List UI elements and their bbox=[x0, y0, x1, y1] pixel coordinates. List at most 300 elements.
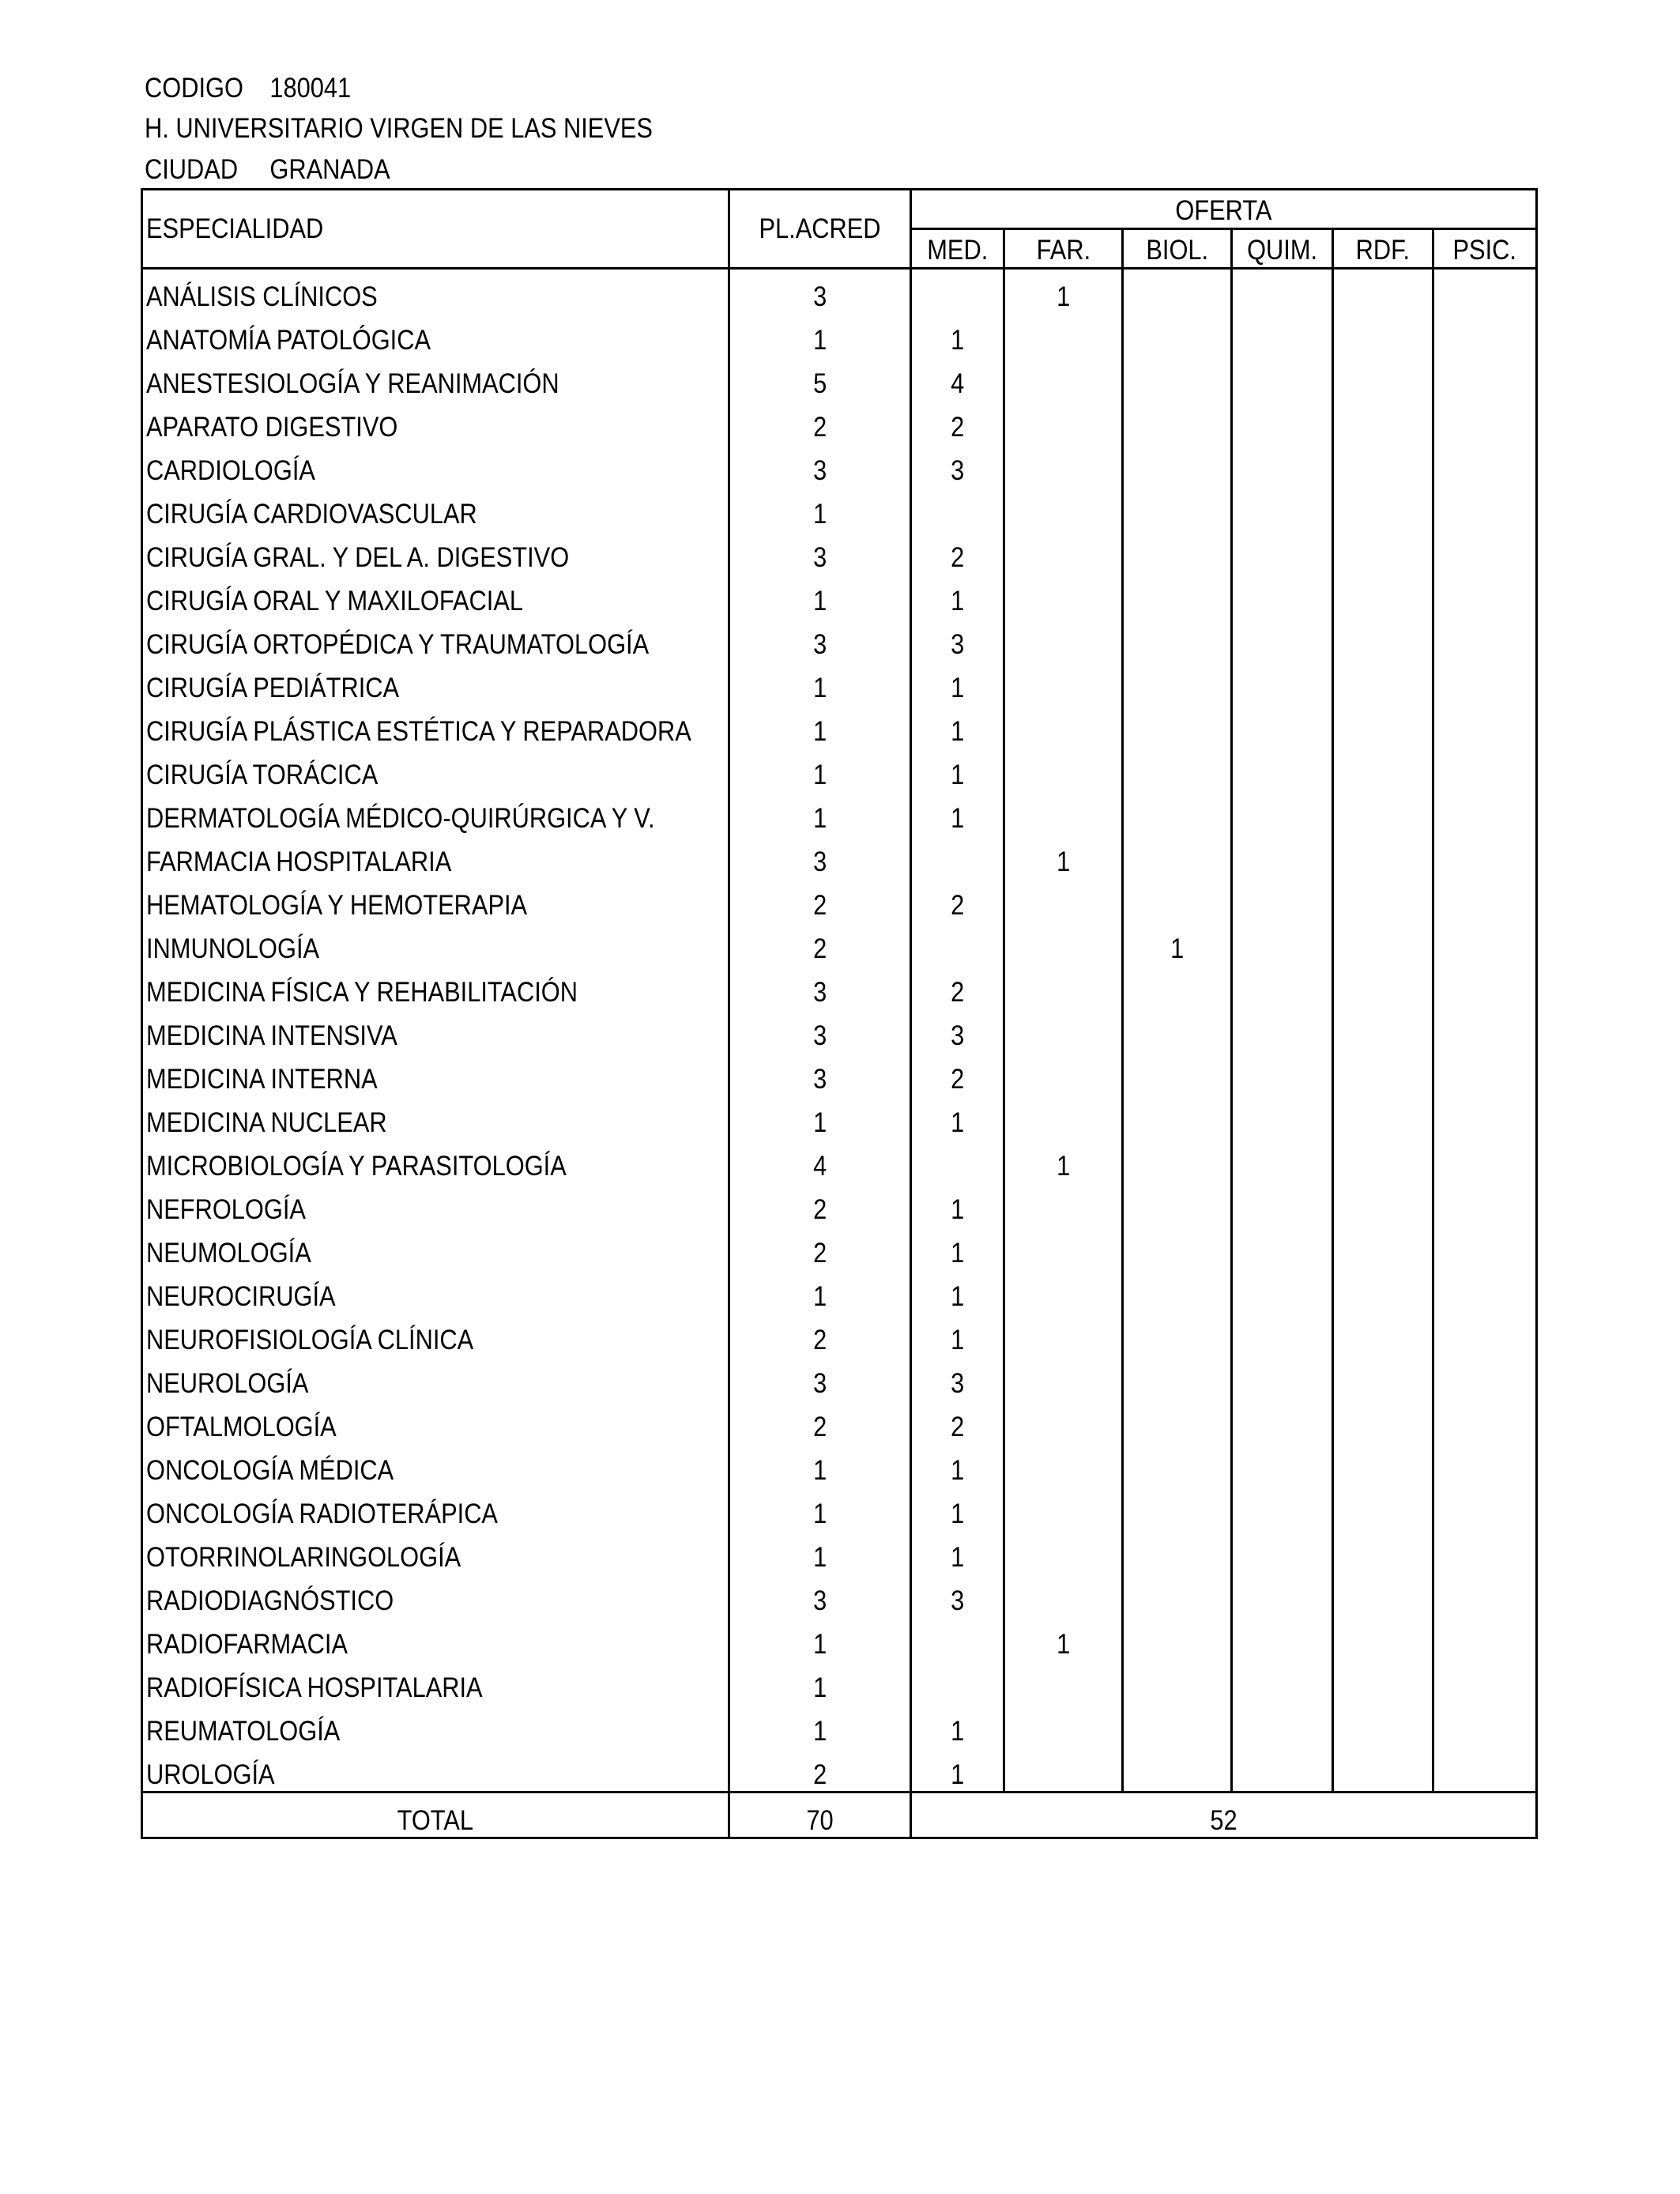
table-row bbox=[142, 1747, 1537, 1793]
cell-biol bbox=[1123, 487, 1232, 530]
specialties-table bbox=[141, 188, 1538, 1839]
cell-quim bbox=[1232, 617, 1333, 661]
cell-psic bbox=[1433, 313, 1537, 356]
cell-quim bbox=[1232, 487, 1333, 530]
cell-acred: 3 bbox=[729, 1052, 911, 1095]
specialty-name: NEUMOLOGÍA bbox=[142, 1226, 729, 1269]
col-header-oferta: OFERTA bbox=[911, 190, 1537, 229]
cell-rdf bbox=[1333, 965, 1433, 1008]
specialty-name: CIRUGÍA ORTOPÉDICA Y TRAUMATOLOGÍA bbox=[142, 617, 729, 661]
table-row bbox=[142, 1487, 1537, 1530]
cell-far bbox=[1004, 400, 1123, 443]
table-row bbox=[142, 1704, 1537, 1747]
cell-quim bbox=[1232, 574, 1333, 617]
cell-acred: 1 bbox=[729, 1704, 911, 1747]
cell-biol bbox=[1123, 1400, 1232, 1443]
cell-biol: 1 bbox=[1123, 922, 1232, 965]
table-row bbox=[142, 1443, 1537, 1487]
cell-rdf bbox=[1333, 791, 1433, 835]
cell-rdf bbox=[1333, 617, 1433, 661]
cell-acred: 2 bbox=[729, 922, 911, 965]
cell-rdf bbox=[1333, 269, 1433, 314]
cell-med: 1 bbox=[911, 1747, 1004, 1793]
cell-far bbox=[1004, 1443, 1123, 1487]
table-row bbox=[142, 487, 1537, 530]
cell-quim bbox=[1232, 922, 1333, 965]
cell-psic bbox=[1433, 1530, 1537, 1574]
specialty-name: APARATO DIGESTIVO bbox=[142, 400, 729, 443]
cell-far bbox=[1004, 965, 1123, 1008]
cell-far bbox=[1004, 748, 1123, 791]
code-value: 180041 bbox=[269, 73, 352, 104]
cell-biol bbox=[1123, 574, 1232, 617]
cell-quim bbox=[1232, 791, 1333, 835]
cell-quim bbox=[1232, 1226, 1333, 1269]
cell-biol bbox=[1123, 1095, 1232, 1139]
cell-acred: 1 bbox=[729, 1443, 911, 1487]
col-header-psic: PSIC. bbox=[1433, 229, 1537, 269]
cell-rdf bbox=[1333, 922, 1433, 965]
cell-biol bbox=[1123, 1182, 1232, 1226]
cell-biol bbox=[1123, 1704, 1232, 1747]
table-row bbox=[142, 1139, 1537, 1182]
cell-quim bbox=[1232, 1139, 1333, 1182]
table-row bbox=[142, 1356, 1537, 1400]
cell-quim bbox=[1232, 704, 1333, 748]
cell-med: 3 bbox=[911, 1356, 1004, 1400]
table-row bbox=[142, 269, 1537, 314]
cell-rdf bbox=[1333, 704, 1433, 748]
cell-psic bbox=[1433, 878, 1537, 922]
cell-psic bbox=[1433, 1400, 1537, 1443]
cell-far bbox=[1004, 661, 1123, 704]
cell-quim bbox=[1232, 313, 1333, 356]
specialty-name: MEDICINA INTERNA bbox=[142, 1052, 729, 1095]
cell-far bbox=[1004, 617, 1123, 661]
cell-biol bbox=[1123, 313, 1232, 356]
cell-acred: 3 bbox=[729, 1574, 911, 1617]
cell-quim bbox=[1232, 835, 1333, 878]
cell-far bbox=[1004, 574, 1123, 617]
cell-med: 1 bbox=[911, 1182, 1004, 1226]
hospital-name: H. UNIVERSITARIO VIRGEN DE LAS NIEVES bbox=[145, 113, 653, 144]
cell-psic bbox=[1433, 1443, 1537, 1487]
cell-biol bbox=[1123, 269, 1232, 314]
cell-biol bbox=[1123, 878, 1232, 922]
cell-quim bbox=[1232, 356, 1333, 400]
table-row bbox=[142, 922, 1537, 965]
cell-rdf bbox=[1333, 1008, 1433, 1052]
cell-rdf bbox=[1333, 1182, 1433, 1226]
cell-acred: 2 bbox=[729, 1400, 911, 1443]
cell-rdf bbox=[1333, 530, 1433, 574]
cell-acred: 2 bbox=[729, 878, 911, 922]
cell-rdf bbox=[1333, 1661, 1433, 1704]
cell-biol bbox=[1123, 1356, 1232, 1400]
cell-quim bbox=[1232, 1747, 1333, 1793]
specialty-name: MICROBIOLOGÍA Y PARASITOLOGÍA bbox=[142, 1139, 729, 1182]
cell-rdf bbox=[1333, 1313, 1433, 1356]
table-row bbox=[142, 574, 1537, 617]
col-header-biol: BIOL. bbox=[1123, 229, 1232, 269]
cell-med: 1 bbox=[911, 748, 1004, 791]
cell-med: 1 bbox=[911, 313, 1004, 356]
cell-acred: 3 bbox=[729, 1356, 911, 1400]
cell-quim bbox=[1232, 1487, 1333, 1530]
cell-med bbox=[911, 1617, 1004, 1661]
cell-far: 1 bbox=[1004, 269, 1123, 314]
specialty-name: RADIOFARMACIA bbox=[142, 1617, 729, 1661]
cell-quim bbox=[1232, 1052, 1333, 1095]
cell-biol bbox=[1123, 1487, 1232, 1530]
cell-rdf bbox=[1333, 1226, 1433, 1269]
cell-psic bbox=[1433, 487, 1537, 530]
cell-med: 2 bbox=[911, 400, 1004, 443]
city-label: CIUDAD bbox=[145, 154, 239, 185]
cell-med: 4 bbox=[911, 356, 1004, 400]
total-row bbox=[142, 1793, 1537, 1838]
cell-rdf bbox=[1333, 1400, 1433, 1443]
cell-psic bbox=[1433, 661, 1537, 704]
cell-med: 1 bbox=[911, 574, 1004, 617]
cell-rdf bbox=[1333, 443, 1433, 487]
cell-quim bbox=[1232, 1617, 1333, 1661]
cell-far bbox=[1004, 1226, 1123, 1269]
cell-med bbox=[911, 269, 1004, 314]
cell-psic bbox=[1433, 1313, 1537, 1356]
table-row bbox=[142, 1095, 1537, 1139]
cell-med: 1 bbox=[911, 1487, 1004, 1530]
table-row bbox=[142, 878, 1537, 922]
specialty-name: OFTALMOLOGÍA bbox=[142, 1400, 729, 1443]
cell-acred: 1 bbox=[729, 1269, 911, 1313]
table-body bbox=[142, 269, 1537, 1793]
cell-biol bbox=[1123, 1661, 1232, 1704]
specialty-name: CIRUGÍA PLÁSTICA ESTÉTICA Y REPARADORA bbox=[142, 704, 729, 748]
specialty-name: NEUROFISIOLOGÍA CLÍNICA bbox=[142, 1313, 729, 1356]
cell-far bbox=[1004, 1095, 1123, 1139]
table-row bbox=[142, 748, 1537, 791]
cell-med: 1 bbox=[911, 1313, 1004, 1356]
cell-quim bbox=[1232, 1574, 1333, 1617]
table-row bbox=[142, 661, 1537, 704]
cell-biol bbox=[1123, 1052, 1232, 1095]
specialty-name: MEDICINA NUCLEAR bbox=[142, 1095, 729, 1139]
table-row bbox=[142, 530, 1537, 574]
specialty-name: ANATOMÍA PATOLÓGICA bbox=[142, 313, 729, 356]
cell-acred: 3 bbox=[729, 835, 911, 878]
cell-biol bbox=[1123, 400, 1232, 443]
cell-acred: 1 bbox=[729, 574, 911, 617]
total-oferta: 52 bbox=[911, 1793, 1537, 1838]
col-header-rdf: RDF. bbox=[1333, 229, 1433, 269]
cell-rdf bbox=[1333, 1617, 1433, 1661]
table-row bbox=[142, 1182, 1537, 1226]
specialty-name: INMUNOLOGÍA bbox=[142, 922, 729, 965]
city-line bbox=[145, 154, 390, 186]
cell-biol bbox=[1123, 1008, 1232, 1052]
cell-acred: 2 bbox=[729, 1226, 911, 1269]
table-row bbox=[142, 1052, 1537, 1095]
cell-rdf bbox=[1333, 1269, 1433, 1313]
cell-rdf bbox=[1333, 1747, 1433, 1793]
cell-quim bbox=[1232, 1356, 1333, 1400]
cell-med: 3 bbox=[911, 1008, 1004, 1052]
specialty-name: ONCOLOGÍA MÉDICA bbox=[142, 1443, 729, 1487]
cell-quim bbox=[1232, 1704, 1333, 1747]
cell-biol bbox=[1123, 1747, 1232, 1793]
cell-acred: 3 bbox=[729, 269, 911, 314]
cell-rdf bbox=[1333, 1139, 1433, 1182]
cell-quim bbox=[1232, 1182, 1333, 1226]
cell-quim bbox=[1232, 1269, 1333, 1313]
cell-psic bbox=[1433, 1487, 1537, 1530]
table-row bbox=[142, 1008, 1537, 1052]
cell-med: 1 bbox=[911, 1530, 1004, 1574]
cell-acred: 4 bbox=[729, 1139, 911, 1182]
code-line bbox=[145, 73, 352, 104]
cell-acred: 1 bbox=[729, 1095, 911, 1139]
city-value: GRANADA bbox=[269, 154, 390, 185]
specialty-name: MEDICINA INTENSIVA bbox=[142, 1008, 729, 1052]
cell-rdf bbox=[1333, 356, 1433, 400]
cell-psic bbox=[1433, 1574, 1537, 1617]
cell-acred: 2 bbox=[729, 1182, 911, 1226]
cell-biol bbox=[1123, 704, 1232, 748]
cell-psic bbox=[1433, 400, 1537, 443]
cell-far: 1 bbox=[1004, 1139, 1123, 1182]
cell-psic bbox=[1433, 443, 1537, 487]
cell-psic bbox=[1433, 1052, 1537, 1095]
cell-psic bbox=[1433, 704, 1537, 748]
cell-rdf bbox=[1333, 878, 1433, 922]
cell-biol bbox=[1123, 1269, 1232, 1313]
cell-med: 2 bbox=[911, 878, 1004, 922]
specialty-name: ONCOLOGÍA RADIOTERÁPICA bbox=[142, 1487, 729, 1530]
cell-rdf bbox=[1333, 748, 1433, 791]
cell-acred: 1 bbox=[729, 704, 911, 748]
cell-biol bbox=[1123, 965, 1232, 1008]
cell-med: 1 bbox=[911, 1269, 1004, 1313]
cell-med bbox=[911, 487, 1004, 530]
cell-far bbox=[1004, 313, 1123, 356]
cell-psic bbox=[1433, 1182, 1537, 1226]
cell-far bbox=[1004, 1052, 1123, 1095]
specialty-name: NEFROLOGÍA bbox=[142, 1182, 729, 1226]
cell-far bbox=[1004, 791, 1123, 835]
cell-far: 1 bbox=[1004, 835, 1123, 878]
cell-far bbox=[1004, 1313, 1123, 1356]
cell-med bbox=[911, 1661, 1004, 1704]
col-header-med: MED. bbox=[911, 229, 1004, 269]
cell-med: 1 bbox=[911, 1095, 1004, 1139]
cell-psic bbox=[1433, 1008, 1537, 1052]
cell-acred: 1 bbox=[729, 1661, 911, 1704]
cell-med: 1 bbox=[911, 791, 1004, 835]
cell-biol bbox=[1123, 356, 1232, 400]
table-row bbox=[142, 1530, 1537, 1574]
cell-far bbox=[1004, 443, 1123, 487]
cell-psic bbox=[1433, 791, 1537, 835]
cell-biol bbox=[1123, 661, 1232, 704]
cell-acred: 1 bbox=[729, 1487, 911, 1530]
cell-quim bbox=[1232, 1443, 1333, 1487]
cell-far bbox=[1004, 878, 1123, 922]
specialty-name: CARDIOLOGÍA bbox=[142, 443, 729, 487]
cell-acred: 1 bbox=[729, 1617, 911, 1661]
cell-psic bbox=[1433, 748, 1537, 791]
cell-quim bbox=[1232, 748, 1333, 791]
cell-acred: 2 bbox=[729, 1747, 911, 1793]
cell-psic bbox=[1433, 574, 1537, 617]
cell-psic bbox=[1433, 1704, 1537, 1747]
cell-far bbox=[1004, 1747, 1123, 1793]
cell-far bbox=[1004, 487, 1123, 530]
specialty-name: CIRUGÍA GRAL. Y DEL A. DIGESTIVO bbox=[142, 530, 729, 574]
cell-biol bbox=[1123, 443, 1232, 487]
cell-quim bbox=[1232, 965, 1333, 1008]
cell-biol bbox=[1123, 748, 1232, 791]
specialty-name: CIRUGÍA ORAL Y MAXILOFACIAL bbox=[142, 574, 729, 617]
cell-psic bbox=[1433, 922, 1537, 965]
col-header-far: FAR. bbox=[1004, 229, 1123, 269]
cell-quim bbox=[1232, 878, 1333, 922]
cell-biol bbox=[1123, 617, 1232, 661]
cell-far bbox=[1004, 704, 1123, 748]
cell-biol bbox=[1123, 835, 1232, 878]
cell-psic bbox=[1433, 1269, 1537, 1313]
cell-rdf bbox=[1333, 1574, 1433, 1617]
specialty-name: RADIOFÍSICA HOSPITALARIA bbox=[142, 1661, 729, 1704]
cell-psic bbox=[1433, 1095, 1537, 1139]
table-row bbox=[142, 400, 1537, 443]
specialty-name: CIRUGÍA PEDIÁTRICA bbox=[142, 661, 729, 704]
col-header-placred: PL.ACRED bbox=[729, 190, 911, 269]
specialty-name: OTORRINOLARINGOLOGÍA bbox=[142, 1530, 729, 1574]
cell-rdf bbox=[1333, 574, 1433, 617]
cell-biol bbox=[1123, 1313, 1232, 1356]
cell-rdf bbox=[1333, 400, 1433, 443]
table-row bbox=[142, 313, 1537, 356]
cell-psic bbox=[1433, 835, 1537, 878]
table-row bbox=[142, 356, 1537, 400]
specialty-name: MEDICINA FÍSICA Y REHABILITACIÓN bbox=[142, 965, 729, 1008]
cell-acred: 3 bbox=[729, 617, 911, 661]
cell-rdf bbox=[1333, 1095, 1433, 1139]
cell-biol bbox=[1123, 1139, 1232, 1182]
cell-psic bbox=[1433, 530, 1537, 574]
cell-far bbox=[1004, 530, 1123, 574]
cell-rdf bbox=[1333, 1704, 1433, 1747]
cell-med: 2 bbox=[911, 1052, 1004, 1095]
cell-acred: 3 bbox=[729, 443, 911, 487]
cell-med: 3 bbox=[911, 1574, 1004, 1617]
cell-quim bbox=[1232, 1313, 1333, 1356]
table-row bbox=[142, 1269, 1537, 1313]
total-label: TOTAL bbox=[142, 1793, 729, 1838]
cell-biol bbox=[1123, 791, 1232, 835]
cell-far bbox=[1004, 1269, 1123, 1313]
cell-biol bbox=[1123, 1443, 1232, 1487]
cell-quim bbox=[1232, 1400, 1333, 1443]
cell-med bbox=[911, 1139, 1004, 1182]
table-row bbox=[142, 1617, 1537, 1661]
cell-far bbox=[1004, 922, 1123, 965]
cell-psic bbox=[1433, 1356, 1537, 1400]
specialty-name: DERMATOLOGÍA MÉDICO-QUIRÚRGICA Y V. bbox=[142, 791, 729, 835]
cell-biol bbox=[1123, 1617, 1232, 1661]
cell-quim bbox=[1232, 1530, 1333, 1574]
cell-quim bbox=[1232, 400, 1333, 443]
cell-far bbox=[1004, 1661, 1123, 1704]
cell-rdf bbox=[1333, 661, 1433, 704]
cell-acred: 1 bbox=[729, 313, 911, 356]
cell-acred: 2 bbox=[729, 1313, 911, 1356]
cell-med: 1 bbox=[911, 1704, 1004, 1747]
specialty-name: CIRUGÍA TORÁCICA bbox=[142, 748, 729, 791]
cell-med bbox=[911, 835, 1004, 878]
cell-rdf bbox=[1333, 1443, 1433, 1487]
code-label: CODIGO bbox=[145, 73, 243, 104]
specialty-name: CIRUGÍA CARDIOVASCULAR bbox=[142, 487, 729, 530]
cell-med: 1 bbox=[911, 704, 1004, 748]
cell-acred: 1 bbox=[729, 661, 911, 704]
cell-med: 1 bbox=[911, 1226, 1004, 1269]
cell-med: 1 bbox=[911, 661, 1004, 704]
cell-far bbox=[1004, 1704, 1123, 1747]
cell-med: 2 bbox=[911, 965, 1004, 1008]
cell-biol bbox=[1123, 1530, 1232, 1574]
cell-biol bbox=[1123, 1574, 1232, 1617]
cell-psic bbox=[1433, 1661, 1537, 1704]
cell-acred: 1 bbox=[729, 1530, 911, 1574]
cell-psic bbox=[1433, 1617, 1537, 1661]
specialty-name: UROLOGÍA bbox=[142, 1747, 729, 1793]
cell-acred: 3 bbox=[729, 1008, 911, 1052]
table-row bbox=[142, 704, 1537, 748]
cell-rdf bbox=[1333, 1052, 1433, 1095]
specialty-name: ANÁLISIS CLÍNICOS bbox=[142, 269, 729, 314]
cell-far bbox=[1004, 1487, 1123, 1530]
specialty-name: ANESTESIOLOGÍA Y REANIMACIÓN bbox=[142, 356, 729, 400]
specialty-name: RADIODIAGNÓSTICO bbox=[142, 1574, 729, 1617]
table-row bbox=[142, 443, 1537, 487]
cell-rdf bbox=[1333, 835, 1433, 878]
cell-acred: 3 bbox=[729, 530, 911, 574]
table-row bbox=[142, 1313, 1537, 1356]
total-acred: 70 bbox=[729, 1793, 911, 1838]
cell-far bbox=[1004, 1356, 1123, 1400]
specialty-name: NEUROCIRUGÍA bbox=[142, 1269, 729, 1313]
cell-quim bbox=[1232, 1008, 1333, 1052]
cell-biol bbox=[1123, 530, 1232, 574]
cell-quim bbox=[1232, 661, 1333, 704]
cell-rdf bbox=[1333, 1530, 1433, 1574]
specialty-name: NEUROLOGÍA bbox=[142, 1356, 729, 1400]
cell-biol bbox=[1123, 1226, 1232, 1269]
cell-acred: 1 bbox=[729, 487, 911, 530]
cell-psic bbox=[1433, 1747, 1537, 1793]
cell-acred: 2 bbox=[729, 400, 911, 443]
cell-psic bbox=[1433, 1139, 1537, 1182]
cell-far bbox=[1004, 1530, 1123, 1574]
cell-rdf bbox=[1333, 313, 1433, 356]
table-row bbox=[142, 1226, 1537, 1269]
cell-med: 2 bbox=[911, 1400, 1004, 1443]
cell-acred: 5 bbox=[729, 356, 911, 400]
cell-far bbox=[1004, 1008, 1123, 1052]
cell-med: 2 bbox=[911, 530, 1004, 574]
